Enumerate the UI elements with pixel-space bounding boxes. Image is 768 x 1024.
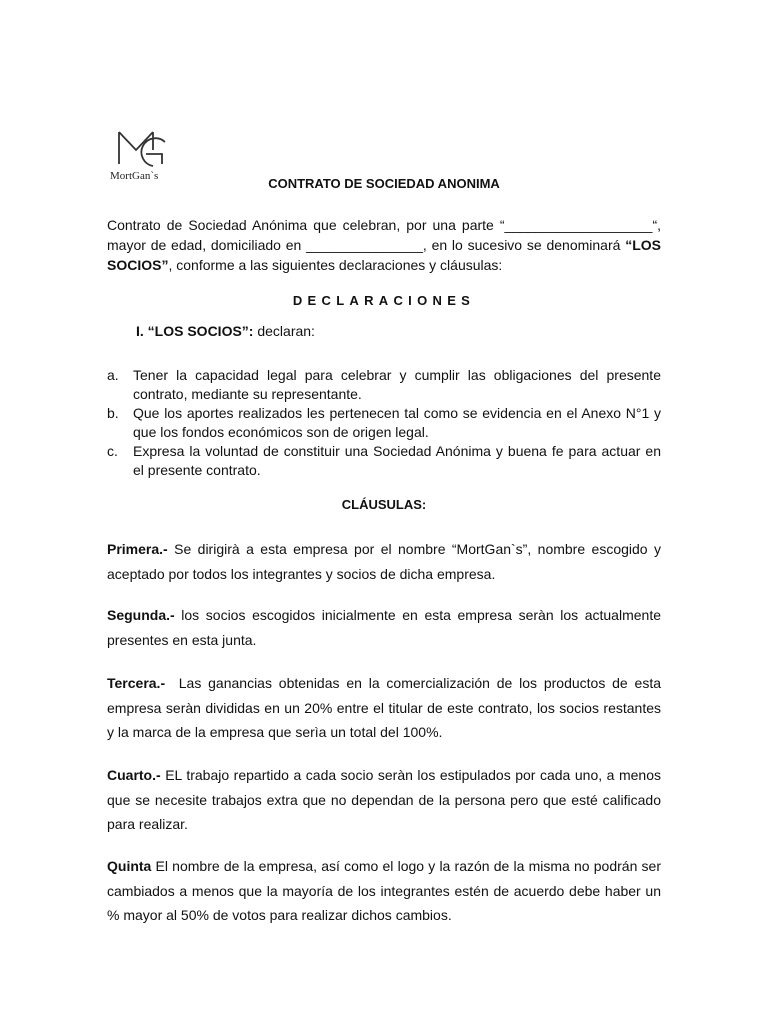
clausulas-heading: CLÁUSULAS:: [341, 497, 427, 512]
list-item-text: Expresa la voluntad de constituir una Sociedad Anónima y buena fe para actuar en el presente contrato.: [133, 443, 661, 478]
list-marker: a.: [107, 367, 119, 383]
list-item-text: Tener la capacidad legal para celebrar y cumplir las obligaciones del presente contrato, mediante su representante.: [133, 367, 661, 402]
clause-primera: [107, 537, 661, 586]
clause-text: Las ganancias obtenidas en la comercialización de los productos de esta empresa seràn divididas en un 20% entre el titular de este contrato, los socios restantes y la marca de la empresa que serìa un total del 100%.: [107, 675, 665, 740]
clause-cuarto: [107, 763, 661, 837]
clause-label: Segunda.-: [107, 607, 175, 623]
clause-quinta: [107, 854, 661, 928]
declaraciones-subheading: [136, 321, 315, 341]
list-item: [107, 442, 661, 480]
los-socios-label: I. “LOS SOCIOS”:: [136, 323, 254, 339]
clause-label: Primera.-: [107, 541, 168, 557]
clause-text: Se dirigirà a esta empresa por el nombre “MortGan`s”, nombre escogido y aceptado por todos los integrantes y socios de dicha empresa.: [107, 541, 661, 582]
clause-segunda: [107, 603, 661, 652]
list-marker: c.: [107, 443, 118, 459]
intro-socios-bold: SOCIOS”: [107, 257, 169, 273]
declaraciones-heading: DECLARACIONES: [292, 293, 476, 308]
clause-label: Quinta: [107, 858, 152, 874]
clause-text: EL trabajo repartido a cada socio seràn los estipulados por cada uno, a menos que se necesite trabajos extra que no dependan de la persona pero que esté calificado para realizar.: [107, 767, 661, 832]
intro-paragraph: [107, 215, 661, 275]
intro-line-1: Contrato de Sociedad Anónima que celebran, por una parte “___________________“,: [107, 217, 661, 233]
list-item-text: Que los aportes realizados les pertenecen tal como se evidencia en el Anexo N°1 y que los fondos económicos son de origen legal.: [133, 405, 661, 440]
intro-line-3: [107, 255, 661, 275]
declaraciones-list: [107, 366, 661, 480]
declaran-text: declaran:: [253, 323, 315, 339]
logo-wordmark: MortGan`s: [110, 170, 159, 182]
clause-text: El nombre de la empresa, así como el logo y la razón de la misma no podrán ser cambiados a menos que la mayoría de los integrantes estén de acuerdo debe haber un % mayor al 50% de votos para realizar dichos cambios.: [107, 858, 661, 923]
clause-label: Cuarto.-: [107, 767, 161, 783]
clause-tercera: [107, 671, 665, 745]
intro-los-bold: “LOS: [625, 237, 661, 253]
intro-line-3-text: , conforme a las siguientes declaraciones y cláusulas:: [168, 257, 503, 273]
intro-line-2: [107, 235, 661, 255]
clause-text: los socios escogidos inicialmente en esta empresa seràn los actualmente presentes en esta junta.: [107, 607, 661, 648]
mg-monogram-icon: [116, 130, 168, 170]
document-title: CONTRATO DE SOCIEDAD ANONIMA: [268, 176, 500, 191]
list-marker: b.: [107, 405, 119, 421]
list-item: [107, 366, 661, 404]
list-item: [107, 404, 661, 442]
intro-line-2-text: mayor de edad, domiciliado en _______________, en lo sucesivo se denominará: [107, 237, 626, 253]
clause-label: Tercera.-: [107, 675, 166, 691]
